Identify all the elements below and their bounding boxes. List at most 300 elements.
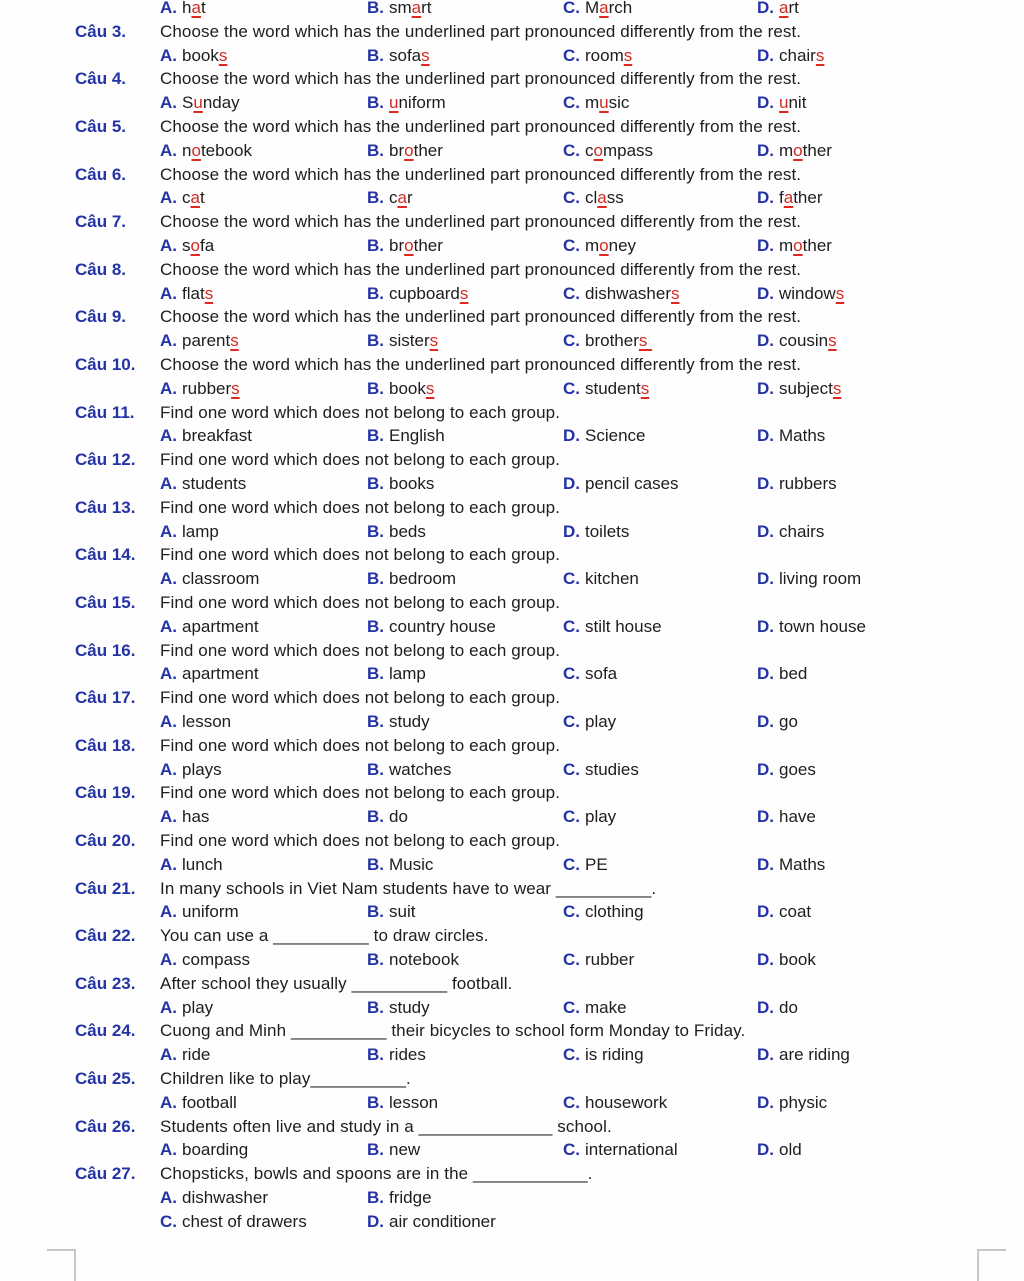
worksheet-row: [0, 758, 1024, 782]
question-number: Câu 5.: [75, 117, 127, 136]
option-text: cat: [182, 188, 205, 208]
question-number: Câu 20.: [75, 831, 136, 850]
option-label: C.: [563, 1092, 580, 1112]
answer-option: [160, 1186, 268, 1210]
answer-option: [367, 758, 451, 782]
underlined-letter: u: [193, 93, 203, 113]
option-label: B.: [367, 331, 384, 351]
option-label: A.: [160, 807, 177, 827]
option-text: compass: [585, 140, 654, 160]
answer-option: [757, 329, 837, 353]
option-text: country house: [389, 616, 496, 636]
question-text: Students often live and study in a ______________ school.: [160, 1116, 612, 1136]
answer-option: [160, 1091, 237, 1115]
option-label: D.: [757, 902, 774, 922]
answer-option: [757, 472, 837, 496]
option-label: A.: [160, 474, 177, 493]
underlined-letter: s: [429, 331, 439, 351]
answer-option: [160, 0, 206, 20]
option-text: international: [585, 1140, 678, 1160]
option-label: D.: [757, 854, 774, 874]
answer-option: [160, 1043, 210, 1067]
option-label: D.: [757, 1045, 774, 1065]
option-text: boarding: [182, 1140, 249, 1160]
answer-option: [367, 91, 446, 115]
answer-option: [563, 282, 680, 306]
question-text: Children like to play__________.: [160, 1069, 411, 1088]
answer-option: [757, 853, 825, 877]
option-text: mother: [779, 140, 832, 160]
question-number: Câu 6.: [75, 164, 127, 184]
option-text: rubbers: [182, 378, 240, 398]
answer-option: [160, 900, 239, 924]
question-text: Choose the word which has the underlined part pronounced differently from the rest.: [160, 307, 802, 327]
option-text: notebook: [389, 950, 459, 969]
answer-option: [160, 948, 250, 972]
option-text: books: [389, 474, 435, 493]
option-label: D.: [757, 45, 774, 65]
worksheet-row: [0, 329, 1024, 353]
option-text: chairs: [779, 521, 825, 541]
option-text: do: [779, 997, 798, 1017]
worksheet-row: [0, 996, 1024, 1020]
option-label: C.: [563, 854, 580, 874]
answer-option: [757, 424, 825, 448]
answer-option: [563, 0, 632, 20]
option-text: compass: [182, 950, 251, 969]
option-text: bed: [779, 664, 808, 684]
answer-option: [563, 139, 653, 163]
option-label: D.: [757, 712, 774, 731]
option-text: air conditioner: [389, 1211, 496, 1231]
answer-option: [367, 44, 430, 68]
option-label: D.: [757, 426, 774, 446]
option-label: C.: [563, 664, 580, 684]
option-label: B.: [367, 1045, 384, 1065]
question-number: Câu 16.: [75, 640, 136, 660]
option-label: B.: [367, 236, 384, 255]
underlined-letter: a: [411, 0, 422, 17]
worksheet-row: [0, 829, 1024, 853]
answer-option: [563, 186, 624, 210]
option-label: C.: [563, 712, 580, 731]
underlined-letter: a: [599, 0, 609, 17]
answer-option: [563, 567, 639, 591]
option-label: B.: [367, 569, 384, 589]
question-text: Choose the word which has the underlined part pronounced differently from the rest.: [160, 164, 802, 184]
question-text: Choose the word which has the underlined part pronounced differently from the rest.: [160, 117, 802, 136]
option-label: A.: [160, 569, 177, 589]
answer-option: [367, 1043, 426, 1067]
option-text: goes: [779, 759, 816, 779]
option-text: parents: [182, 331, 239, 351]
answer-option: [367, 996, 430, 1020]
worksheet-row: [0, 401, 1024, 425]
answer-option: [367, 139, 443, 163]
option-text: book: [779, 950, 816, 969]
option-label: C.: [563, 759, 580, 779]
answer-option: [563, 948, 634, 972]
underlined-letter: a: [190, 188, 200, 208]
answer-option: [757, 44, 824, 68]
worksheet-row: [0, 948, 1024, 972]
option-text: Maths: [779, 426, 826, 446]
worksheet-row: [0, 258, 1024, 282]
question-text: In many schools in Viet Nam students have to wear __________.: [160, 878, 657, 898]
option-text: bedroom: [389, 569, 457, 589]
option-text: lunch: [182, 854, 223, 874]
option-text: brother: [389, 236, 443, 255]
worksheet-row: [0, 424, 1024, 448]
answer-option: [367, 853, 433, 877]
option-text: plays: [182, 759, 222, 779]
answer-option: [757, 377, 841, 401]
option-text: students: [182, 474, 247, 493]
answer-option: [160, 996, 213, 1020]
option-label: C.: [563, 236, 580, 255]
option-text: are riding: [779, 1045, 850, 1065]
option-text: class: [585, 188, 624, 208]
option-label: C.: [563, 378, 580, 398]
worksheet-row: [0, 710, 1024, 734]
question-number: Câu 13.: [75, 497, 136, 517]
question-number: Câu 7.: [75, 212, 127, 232]
option-label: D.: [757, 950, 774, 969]
option-label: D.: [757, 521, 774, 541]
worksheet-row: [0, 1019, 1024, 1043]
worksheet-row: [0, 67, 1024, 91]
underlined-letter: s: [640, 378, 650, 398]
underlined-letter: o: [404, 236, 414, 255]
underlined-letter: o: [190, 236, 200, 255]
option-label: A.: [160, 950, 177, 969]
option-text: subjects: [779, 378, 842, 398]
worksheet-row: [0, 1115, 1024, 1139]
underlined-letter: s: [835, 283, 845, 303]
answer-option: [757, 91, 806, 115]
option-label: D.: [757, 616, 774, 636]
option-text: stilt house: [585, 616, 662, 636]
worksheet-row: [0, 282, 1024, 306]
underlined-letter: s: [623, 45, 633, 65]
option-text: music: [585, 93, 630, 113]
answer-option: [160, 329, 239, 353]
underlined-letter: s: [828, 331, 837, 351]
option-label: C.: [563, 997, 580, 1017]
underlined-letter: o: [191, 140, 201, 160]
answer-option: [367, 282, 468, 306]
option-text: lesson: [182, 712, 232, 731]
option-text: cupboards: [389, 283, 469, 303]
option-label: D.: [757, 283, 774, 303]
option-label: D.: [757, 378, 774, 398]
worksheet-row: [0, 1138, 1024, 1162]
underlined-letter: a: [783, 188, 794, 208]
answer-option: [367, 329, 438, 353]
option-text: money: [585, 236, 637, 255]
option-label: D.: [757, 807, 774, 827]
answer-option: [757, 710, 798, 734]
option-text: classroom: [182, 569, 260, 589]
option-label: A.: [160, 0, 177, 17]
option-label: D.: [757, 0, 774, 17]
option-text: sofa: [585, 664, 618, 684]
worksheet-row: [0, 163, 1024, 187]
question-number: Câu 14.: [75, 545, 136, 565]
worksheet-row: [0, 877, 1024, 901]
answer-option: [563, 615, 662, 639]
option-text: watches: [389, 759, 452, 779]
option-label: B.: [367, 664, 384, 684]
question-number: Câu 26.: [75, 1116, 136, 1136]
option-label: A.: [160, 1045, 177, 1065]
answer-option: [367, 662, 426, 686]
question-number: Câu 23.: [75, 973, 136, 993]
question-number: Câu 18.: [75, 735, 136, 755]
question-text: Choose the word which has the underlined part pronounced differently from the rest.: [160, 69, 802, 89]
answer-option: [563, 520, 629, 544]
answer-option: [367, 900, 415, 924]
option-text: March: [585, 0, 633, 17]
answer-option: [367, 615, 496, 639]
option-text: lamp: [389, 664, 426, 684]
option-label: D.: [757, 236, 774, 255]
option-text: windows: [779, 283, 845, 303]
option-label: A.: [160, 902, 177, 922]
question-text: Find one word which does not belong to each group.: [160, 640, 561, 660]
worksheet-row: [0, 377, 1024, 401]
answer-option: [563, 805, 616, 829]
answer-option: [757, 1091, 827, 1115]
worksheet-row: [0, 115, 1024, 139]
question-text: Find one word which does not belong to each group.: [160, 402, 561, 422]
option-label: C.: [563, 1140, 580, 1160]
option-label: D.: [757, 664, 774, 684]
answer-option: [757, 186, 823, 210]
question-text: Choose the word which has the underlined part pronounced differently from the rest.: [160, 21, 802, 41]
underlined-letter: o: [593, 140, 603, 160]
answer-option: [367, 186, 413, 210]
answer-option: [563, 1091, 667, 1115]
option-label: D.: [757, 331, 774, 351]
answer-option: [160, 282, 213, 306]
question-text: Choose the word which has the underlined part pronounced differently from the rest.: [160, 259, 802, 279]
option-label: B.: [367, 950, 384, 969]
option-label: D.: [757, 1092, 774, 1112]
option-label: A.: [160, 712, 177, 731]
answer-option: [160, 567, 259, 591]
underlined-letter: s: [425, 378, 435, 398]
worksheet-row: [0, 1067, 1024, 1091]
underlined-letter: s: [815, 45, 825, 65]
option-label: B.: [367, 378, 384, 398]
option-label: A.: [160, 1140, 177, 1160]
worksheet-row: [0, 234, 1024, 258]
option-label: B.: [367, 807, 384, 827]
option-label: A.: [160, 331, 177, 351]
question-number: Câu 8.: [75, 259, 127, 279]
worksheet-row: [0, 91, 1024, 115]
question-text: Choose the word which has the underlined part pronounced differently from the rest.: [160, 212, 802, 232]
answer-option: [757, 282, 844, 306]
option-text: cousins: [779, 331, 837, 351]
option-text: rides: [389, 1045, 426, 1065]
option-label: A.: [160, 378, 177, 398]
question-text: Cuong and Minh __________ their bicycles to school form Monday to Friday.: [160, 1021, 746, 1041]
answer-option: [563, 424, 645, 448]
question-text: Choose the word which has the underlined part pronounced differently from the rest.: [160, 355, 802, 374]
option-label: A.: [160, 854, 177, 874]
answer-option: [367, 520, 426, 544]
worksheet-row: [0, 353, 1024, 377]
option-text: toilets: [585, 521, 630, 541]
worksheet-row: [0, 615, 1024, 639]
worksheet-row: [0, 1091, 1024, 1115]
option-label: D.: [563, 474, 580, 493]
worksheet-row: [0, 305, 1024, 329]
underlined-letter: a: [779, 0, 789, 17]
answer-option: [367, 1186, 432, 1210]
answer-option: [367, 1138, 420, 1162]
option-text: rooms: [585, 45, 633, 65]
option-text: dishwashers: [585, 283, 680, 303]
option-text: suit: [389, 902, 416, 922]
answer-option: [160, 472, 246, 496]
answer-option: [563, 710, 616, 734]
option-label: C.: [563, 950, 580, 969]
answer-option: [160, 186, 205, 210]
question-number: Câu 12.: [75, 450, 136, 470]
option-text: study: [389, 997, 430, 1017]
option-label: B.: [367, 759, 384, 779]
option-text: clothing: [585, 902, 644, 922]
underlined-letter: s: [231, 378, 240, 398]
option-label: B.: [367, 426, 384, 446]
worksheet-row: [0, 472, 1024, 496]
option-label: B.: [367, 616, 384, 636]
option-text: housework: [585, 1092, 668, 1112]
worksheet-row: [0, 1186, 1024, 1210]
option-label: A.: [160, 521, 177, 541]
answer-option: [757, 139, 832, 163]
option-label: C.: [563, 0, 580, 17]
answer-option: [563, 44, 632, 68]
option-label: B.: [367, 521, 384, 541]
answer-option: [757, 662, 807, 686]
option-text: Sunday: [182, 93, 240, 113]
option-text: sofas: [389, 45, 430, 65]
worksheet-row: [0, 567, 1024, 591]
question-text: After school they usually __________ football.: [160, 973, 513, 993]
option-text: town house: [779, 616, 866, 636]
question-number: Câu 27.: [75, 1164, 136, 1184]
option-text: chest of drawers: [182, 1211, 307, 1231]
underlined-letter: a: [597, 188, 607, 208]
answer-option: [563, 853, 608, 877]
option-label: D.: [367, 1211, 384, 1231]
answer-option: [757, 1138, 802, 1162]
answer-option: [757, 805, 816, 829]
question-number: Câu 4.: [75, 69, 127, 89]
answer-option: [563, 758, 639, 782]
option-label: B.: [367, 1188, 384, 1207]
option-label: B.: [367, 0, 384, 17]
question-number: Câu 24.: [75, 1021, 136, 1041]
answer-option: [563, 996, 627, 1020]
option-text: Music: [389, 854, 434, 874]
underlined-letter: s: [230, 331, 239, 351]
option-label: B.: [367, 854, 384, 874]
underlined-letter: u: [779, 93, 789, 113]
worksheet-row: [0, 0, 1024, 20]
option-label: B.: [367, 474, 384, 493]
question-text: Find one word which does not belong to each group.: [160, 688, 561, 708]
option-text: apartment: [182, 616, 259, 636]
answer-option: [757, 1043, 850, 1067]
option-text: brother: [389, 140, 443, 160]
question-number: Câu 11.: [75, 402, 135, 422]
option-text: Science: [585, 426, 646, 446]
option-text: art: [779, 0, 799, 17]
answer-option: [160, 1138, 248, 1162]
answer-option: [160, 44, 227, 68]
option-text: breakfast: [182, 426, 252, 446]
underlined-letter: s: [671, 283, 680, 303]
question-number: Câu 21.: [75, 878, 136, 898]
option-text: rubbers: [779, 474, 837, 493]
option-text: father: [779, 188, 823, 208]
answer-option: [757, 758, 816, 782]
answer-option: [757, 615, 866, 639]
option-text: new: [389, 1140, 421, 1160]
option-text: is riding: [585, 1045, 644, 1065]
answer-option: [160, 377, 240, 401]
option-label: D.: [563, 521, 580, 541]
option-text: coat: [779, 902, 812, 922]
question-number: Câu 9.: [75, 307, 127, 327]
option-text: living room: [779, 569, 862, 589]
option-text: brothers: [585, 331, 653, 351]
option-label: A.: [160, 1188, 177, 1207]
option-label: D.: [757, 93, 774, 113]
answer-option: [563, 234, 636, 258]
underlined-letter: a: [397, 188, 407, 208]
option-label: A.: [160, 759, 177, 779]
answer-option: [367, 424, 445, 448]
worksheet-row: [0, 520, 1024, 544]
option-label: C.: [563, 569, 580, 589]
option-text: ride: [182, 1045, 211, 1065]
option-text: hat: [182, 0, 206, 17]
worksheet-row: [0, 853, 1024, 877]
answer-option: [160, 520, 219, 544]
underlined-letter: u: [599, 93, 609, 113]
option-text: make: [585, 997, 627, 1017]
option-text: play: [585, 807, 617, 827]
answer-option: [757, 567, 861, 591]
answer-option: [367, 710, 430, 734]
answer-option: [160, 662, 259, 686]
answer-option: [367, 377, 434, 401]
option-label: B.: [367, 140, 384, 160]
option-label: A.: [160, 188, 177, 208]
option-text: apartment: [182, 664, 259, 684]
worksheet-row: [0, 1043, 1024, 1067]
option-text: have: [779, 807, 816, 827]
answer-option: [367, 805, 408, 829]
question-text: Find one word which does not belong to each group.: [160, 831, 561, 850]
question-number: Câu 25.: [75, 1069, 136, 1088]
